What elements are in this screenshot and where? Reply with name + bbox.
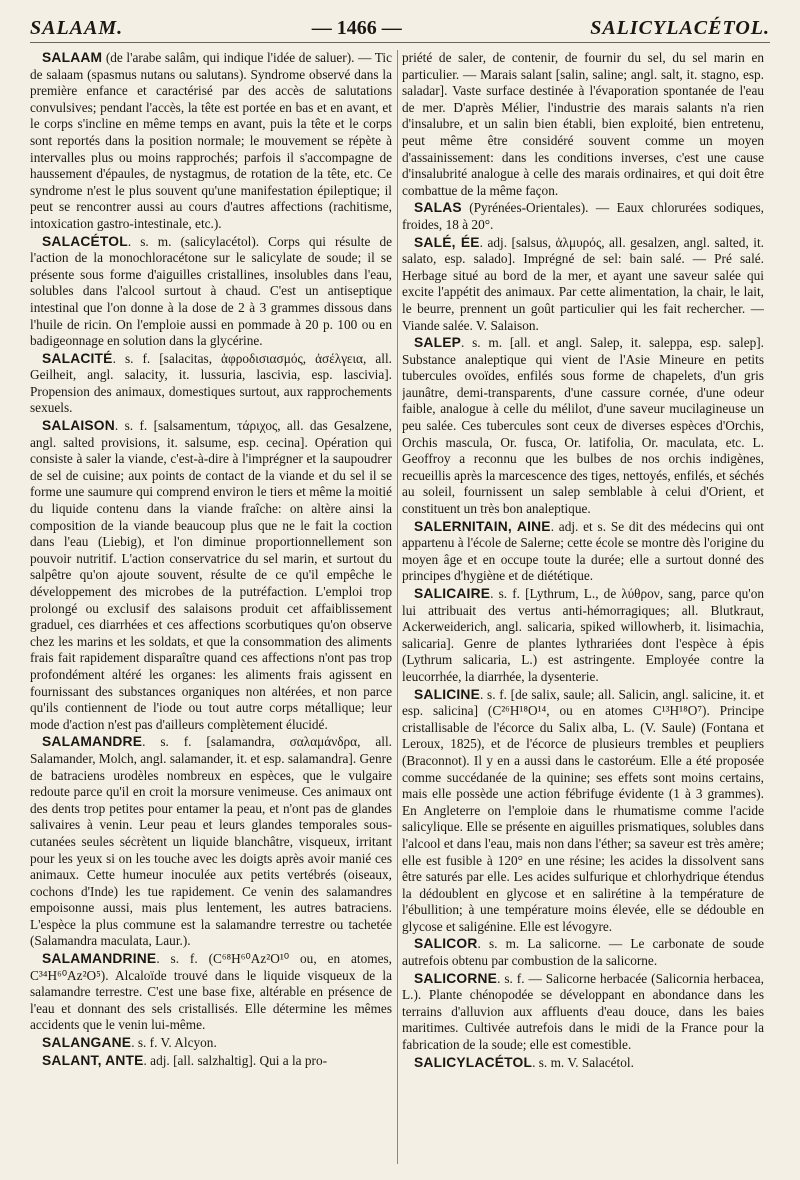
dictionary-entry — [30, 351, 392, 417]
entry-headword: SALACÉTOL — [42, 233, 128, 249]
entry-headword: SALEP — [414, 335, 461, 351]
dictionary-entry — [30, 1035, 392, 1052]
dictionary-entry — [30, 1053, 392, 1070]
dictionary-entry — [30, 734, 392, 950]
dictionary-entry — [402, 335, 764, 518]
entry-text: . adj. [all. salzhaltig]. Qui a la pro- — [143, 1052, 328, 1068]
entry-text: . s. f. [salsamentum, τάριχος, all. das Gesalzene, angl. salted provisions, it. salsume, esp. cecina]. Opération qui consiste à saler la viande, c'est-à-dire à l'imprégner et la saupoudrer de sel de cuisine; aux points de contact de la viande et du sel il se forme une saumure qui comprend environ le tiers et même la moitié du liquide contenu dans la viande fraîche: on altère ainsi la composition de la viande beaucoup plus que ne le fait la coction dans l'eau (Liebig), et l'on diminue proportionnellement son pouvoir nutritif. L'action conservatrice du sel marin, et surtout du salpêtre qu'on ajoute souvent, résulte de ce qu'il empêche le développement des microbes de la putréfaction. L'emploi trop prolongé ou exclusif des salaisons produit cet affaiblissement graduel, ces diarrhées et ces affections scorbutiques qu'on observe chez les marins et les soldats, et que la consommation des aliments frais fait rapidement disparaître quand ces affections n'ont pas trop profondément altéré les organes: les aliments frais agissent en fournissant des substances organiques non altérées, et non parce qu'ils contiennent de l'iode ou tout autre corps métallique; leur mode d'action n'est pas d'ailleurs complètement élucidé. — [30, 418, 392, 732]
left-column — [30, 50, 392, 1164]
entry-headword: SALICORNE — [414, 970, 498, 986]
dictionary-entry — [402, 519, 764, 585]
entry-headword: SALAMANDRE — [42, 734, 143, 750]
dictionary-entry — [402, 586, 764, 686]
dictionary-entry — [402, 936, 764, 969]
entry-headword: SALANGANE — [42, 1035, 132, 1051]
dictionary-entry — [30, 418, 392, 733]
entry-text: (de l'arabe salâm, qui indique l'idée de saluer). — Tic de salaam (spasmus nutans ou salutans). Syndrome observé dans la première enfance et caractérisé par des accès de salutations convulsives; pendant l'accès, la tête est portée en bas et en avant, et le corps s'incline en même temps en avant, puis la tête et le corps sont reportés dans la position normale; le mouvement se répète à intervalles plus ou moins rapprochés; parfois il s'accompagne de haussement d'épaules, de nystagmus, de rotation de la tête, etc. Ce syndrome n'est le plus souvent qu'une manifestation épileptique; il peut se rencontrer aussi au cours d'autres affections (rachitisme, intoxication gastro-intestinale, etc.). — [30, 50, 392, 231]
entry-headword: SALÉ, ÉE — [414, 234, 480, 250]
entry-text: . s. m. [all. et angl. Salep, it. saleppa, esp. salep]. Substance analeptique qui vient de l'Asie Mineure en petits tubercules ovoïdes, enfilés sous forme de chapelets, d'un gris jaunâtre, demi-transparents, d'une cassure cornée, d'une odeur faible, analogue à celle du mélilot, d'une saveur mucilagineuse un peu salée. Ces tubercules sont ceux de diverses espèces d'Orchis, Orchis mascula, Or. fusca, Or. latifolia, Or. maculata, etc. L. Geoffroy a reconnu que les bulbes de nos orchis indigènes, recueillis après la marcescence des tiges, nettoyés, enfilés, et séchés au soleil, fournissent un salep semblable à celui d'Orient, et constituent un très bon analeptique. — [402, 335, 764, 517]
entry-headword: SALAMANDRINE — [42, 951, 157, 967]
entry-headword: SALICAIRE — [414, 586, 491, 601]
entry-text: . s. f. [salamandra, σαλαμάνδρα, all. Salamander, Molch, angl. salamander, it. et esp. salamandra]. Genre de batraciens urodèles nombreux en espèces, que le vulgaire redoute parce qu'il en croit la morsure venimeuse. Ces animaux ont des dents trop petites pour entamer la peau, et n'ont pas de glandes salivaires à venin. Leur peau et leurs glandes temporales sous-cutanées seules sécrètent un liquide blanchâtre, visqueux, irritant pour les yeux si on les touche avec les doigts après avoir manié ces animaux. Cette humeur inoculée aux petits vertébrés (oiseaux, cochons d'Inde) les tue rapidement. Ce venin des salamandres empoisonne aussi, mais plus lentement, les autres batraciens. L'espèce la plus commune est la salamandre terrestre ou tachetée (Salamandra maculata, Laur.). — [30, 734, 392, 949]
entry-text: . s. m. V. Salacétol. — [532, 1054, 634, 1070]
entry-headword: SALAISON — [42, 418, 115, 434]
page-number: — 1466 — — [311, 16, 402, 39]
entry-text: . s. m. La salicorne. — Le carbonate de soude autrefois obtenu par combustion de la salicorne. — [402, 936, 764, 969]
dictionary-entry — [402, 687, 764, 936]
dictionary-entry — [402, 200, 764, 233]
dictionary-entry — [402, 1055, 764, 1072]
entry-text: . s. f. V. Alcyon. — [131, 1035, 217, 1051]
dictionary-entry — [402, 235, 764, 335]
entry-headword: SALICYLACÉTOL — [414, 1054, 533, 1070]
entry-text: . s. f. (C⁶⁸H⁶⁰Az²O¹⁰ ou, en atomes, C³⁴H⁶⁰Az²O⁵). Alcaloïde trouvé dans le liquide visqueux de la salamandre terrestre. C'est une base fixe, altérable en présence de l'eau et donnant des sels cristallisés. Elle détermine les mêmes accidents que le venin lui-même. — [30, 951, 392, 1033]
entry-text: . adj. et s. Se dit des médecins qui ont appartenu à l'école de Salerne; cette école se montre dès l'origine du moyen âge et en occupe toute la durée; elle a surtout donné des principes d'hygiène et de diététique. — [402, 518, 764, 584]
dictionary-entry — [30, 951, 392, 1034]
entry-headword: SALICINE — [414, 686, 480, 702]
entry-headword: SALICOR — [414, 936, 478, 952]
entry-headword: SALAAM — [42, 50, 103, 65]
entry-headword: SALACITÉ — [42, 350, 113, 366]
entry-headword: SALANT, ANTE — [42, 1052, 144, 1068]
entry-text: . s. m. (salicylacétol). Corps qui résulte de l'action de la monochloracétone sur le salicylate de soude; il se présente sous forme d'aiguilles cristallines, insolubles dans l'eau, solubles dans l'alcool surtout à chaud. C'est un antiseptique intestinal que l'on donne à la dose de 2 à 3 grammes dissous dans l'huile de ricin. On l'emploie aussi en pommade à 20 p. 100 ou en badigeonnage en solution dans la glycérine. — [30, 233, 392, 349]
entry-text: . s. f. — Salicorne herbacée (Salicornia herbacea, L.). Plante chénopodée se développant en abondance dans les terrains d'alluvion aux affluents d'eau douce, dans les baies maritimes. Cultivée autrefois dans le midi de la France pour la fabrication de la soude; elle est comestible. — [402, 970, 764, 1053]
entry-text: . s. f. [salacitas, ἀφροδισιασμός, ἀσέλγεια, all. Geilheit, angl. salacity, it. lussuria, lascivia, esp. lascivia]. Propension des animaux, domestiques surtout, aux rapprochements sexuels. — [30, 350, 392, 416]
entry-text: . s. f. [de salix, saule; all. Salicin, angl. salicine, it. et esp. salicina] (C²⁶H¹⁸O¹⁴, ou en atomes C¹³H¹⁸O⁷). Principe cristallisable de l'écorce du Salix alba, L. (V. Saule) (Fontana et Leroux, 1825), et de l'écorce de plusieurs trembles et peupliers (Braconnot). Il y en a aussi dans le castoréum. Elle a été proposée comme succédanée de la quinine; ses effets sont moins certains, mais elle possède une action fébrifuge évidente (1 à 3 grammes). En Angleterre on l'emploie dans le rhumatisme comme l'acide salicylique. Elle se présente en aiguilles prismatiques, solubles dans l'alcool et dans l'eau, mais non dans l'éther; sa saveur est très amère; elle est fusible à 120° en une résine; les acides la dissolvent sans être saturés par elle. Les acides sulfurique et chlorhydrique étendus la dédoublent en glycose et en salirétine à la température de l'ébullition; à une température moins élevée, elle se dédouble en glycose et saligénine. Elle est lévogyre. — [402, 686, 764, 934]
dictionary-entry — [30, 50, 392, 233]
column-divider — [397, 50, 398, 1164]
dictionary-entry — [30, 234, 392, 350]
page-header — [30, 14, 770, 43]
dictionary-entry — [402, 50, 764, 199]
running-head-left: SALAAM. — [30, 16, 124, 39]
entry-text: priété de saler, de contenir, de fournir du sel, du sel marin en particulier. — Marais salant [salin, saline; angl. salt, it. stagno, esp. saladar]. Vaste surface destinée à l'évaporation spontanée de l'eau de mer. D'après Mélier, l'industrie des marais salants n'a rien d'insalubre, et un salin bien établi, bien exploité, bien entretenu, peut même être considéré souvent comme un moyen d'assainissement: dans les conditions inverses, c'est une cause d'insalubrité analogue à celle des marais ordinaires, et qui doit être combattue de la même façon. — [402, 50, 764, 198]
right-column — [402, 50, 764, 1164]
entry-headword: SALAS — [414, 200, 462, 216]
entry-text: . adj. [salsus, ἁλμυρός, all. gesalzen, angl. salted, it. salato, esp. salado]. Imprégné de sel: bain salé. — Pré salé. Herbage situé au bord de la mer, et ayant une saveur salée qui excite l'appétit des animaux. Par cette alimentation, la chair, le lait, le beurre, prennent un goût particulier qui les fait rechercher. — Viande salée. V. Salaison. — [402, 234, 764, 333]
entry-headword: SALERNITAIN, AINE — [414, 518, 551, 534]
entry-text: . s. f. [Lythrum, L., de λύθρον, sang, parce qu'on lui attribuait des vertus anti-hémorragiques; all. Blutkraut, Ackerweiderich, angl. salicaria, spiked willowherb, it. lisimachia, salicaria]. Genre de plantes lythrariées dont l'espèce à épis (Lythrum salicaria, L.) est astringente. Employée contre la leucorrhée, la diarrhée, la dysenterie. — [402, 586, 764, 684]
entry-text: (Pyrénées-Orientales). — Eaux chlorurées sodiques, froides, 18 à 20°. — [402, 200, 764, 232]
dictionary-entry — [402, 971, 764, 1054]
running-head-right: SALICYLACÉTOL. — [590, 16, 770, 39]
